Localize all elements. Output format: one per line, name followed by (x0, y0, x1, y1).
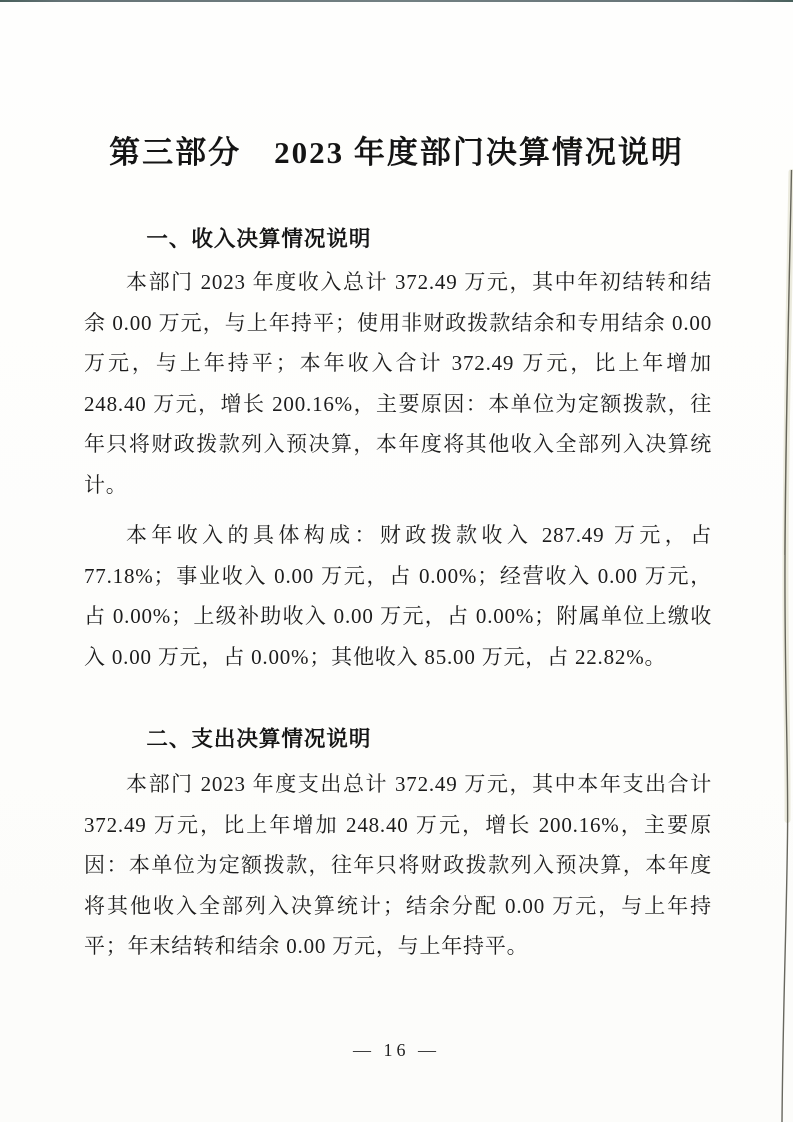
income-composition-paragraph: 本年收入的具体构成：财政拨款收入 287.49 万元，占 77.18%；事业收入 0.00 万元，占 0.00%；经营收入 0.00 万元，占 0.00%；上级补助收入 0.00 万元，占 0.00%；附属单位上缴收入 0.00 万元，占 0.00%；其他收入 85.00 万元，占 22.82%。 (84, 523, 712, 669)
scan-top-edge-artifact (0, 0, 793, 2)
section-heading-income: 一、收入决算情况说明 (146, 227, 372, 251)
page-number: — 16 — (353, 1040, 440, 1060)
document-title: 第三部分 2023 年度部门决算情况说明 (109, 135, 684, 170)
expenditure-summary-paragraph: 本部门 2023 年度支出总计 372.49 万元，其中本年支出合计 372.49 万元，比上年增加 248.40 万元，增长 200.16%，主要原因：本单位为定额拨款，往年只将财政拨款列入预决算，本年度将其他收入全部列入决算统计；结余分配 0.00 万元，与上年持平；年末结转和结余 0.00 万元，与上年持平。 (84, 772, 712, 958)
income-summary-paragraph: 本部门 2023 年度收入总计 372.49 万元，其中年初结转和结余 0.00 万元，与上年持平；使用非财政拨款结余和专用结余 0.00 万元，与上年持平；本年收入合计 372.49 万元，比上年增加 248.40 万元，增长 200.16%，主要原因：本单位为定额拨款，往年只将财政拨款列入预决算，本年度将其他收入全部列入决算统计。 (84, 270, 712, 497)
section-heading-expenditure: 二、支出决算情况说明 (146, 727, 372, 751)
